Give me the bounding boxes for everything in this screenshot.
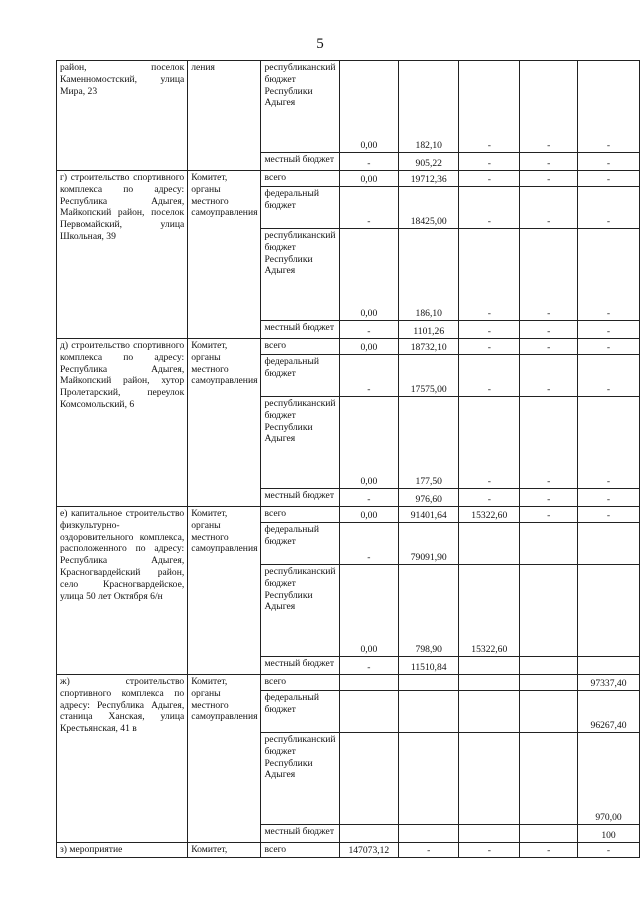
funding-source: федеральный бюджет [261,355,339,397]
amount-cell: 976,60 [399,489,459,507]
amount-cell: - [578,339,640,355]
amount-cell: 100 [578,825,640,843]
amount-cell: - [459,187,520,229]
amount-cell: - [459,355,520,397]
executor-cell: Комитет, [188,843,261,858]
amount-cell: 79091,90 [399,523,459,565]
table-row [57,339,640,355]
amount-cell [339,691,399,733]
amount-cell [520,675,578,691]
executor-cell: Комитет, органы местного самоуправления [188,339,261,507]
amount-cell: - [578,171,640,187]
amount-cell: 0,00 [339,61,399,153]
funding-source: республиканский бюджет Республики Адыгея [261,397,339,489]
measure-description: е) капитальное строительство физкультурно-оздоровительного комплекса, расположенного по адресу: Республика Адыгея, Красногвардейский район, село Красногвардейское, улица 50 лет Октября 6/н [57,507,188,675]
measure-description: ж) строительство спортивного комплекса по адресу: Республика Адыгея, станица Ханская, улица Крестьянская, 41 в [57,675,188,843]
funding-source: республиканский бюджет Республики Адыгея [261,229,339,321]
amount-cell: - [578,321,640,339]
amount-cell: 96267,40 [578,691,640,733]
amount-cell: - [578,61,640,153]
amount-cell: 0,00 [339,229,399,321]
amount-cell: 15322,60 [459,565,520,657]
measure-description: д) строительство спортивного комплекса по адресу: Республика Адыгея, Майкопский район, хутор Пролетарский, переулок Комсомольский, 6 [57,339,188,507]
amount-cell: 0,00 [339,397,399,489]
funding-source: местный бюджет [261,489,339,507]
amount-cell: 0,00 [339,339,399,355]
amount-cell: - [459,229,520,321]
amount-cell [399,733,459,825]
amount-cell: - [520,489,578,507]
amount-cell: 97337,40 [578,675,640,691]
funding-source: федеральный бюджет [261,523,339,565]
funding-source: федеральный бюджет [261,691,339,733]
amount-cell: - [520,339,578,355]
amount-cell [459,825,520,843]
amount-cell: - [399,843,459,858]
amount-cell [399,675,459,691]
funding-source: всего [261,507,339,523]
funding-source: республиканский бюджет Республики Адыгея [261,565,339,657]
amount-cell [520,523,578,565]
amount-cell [339,675,399,691]
table-row [57,675,640,691]
amount-cell: - [578,153,640,171]
table-row [57,843,640,858]
executor-cell: Комитет, органы местного самоуправления [188,171,261,339]
amount-cell [399,825,459,843]
amount-cell: - [578,507,640,523]
amount-cell [399,691,459,733]
amount-cell: - [339,355,399,397]
amount-cell: 18425,00 [399,187,459,229]
amount-cell: 182,10 [399,61,459,153]
amount-cell: 905,22 [399,153,459,171]
budget-table [56,60,640,858]
funding-source: местный бюджет [261,825,339,843]
amount-cell: - [520,153,578,171]
amount-cell: - [459,339,520,355]
amount-cell: - [520,507,578,523]
amount-cell: - [459,321,520,339]
amount-cell: - [459,171,520,187]
amount-cell: - [520,397,578,489]
amount-cell: 0,00 [339,507,399,523]
amount-cell: - [339,187,399,229]
amount-cell [459,691,520,733]
amount-cell: 798,90 [399,565,459,657]
amount-cell: - [459,153,520,171]
amount-cell: 0,00 [339,171,399,187]
amount-cell [339,825,399,843]
amount-cell: 19712,36 [399,171,459,187]
amount-cell [520,657,578,675]
table-row [57,171,640,187]
page-number: 5 [316,36,324,52]
funding-source: местный бюджет [261,321,339,339]
executor-cell: Комитет, органы местного самоуправления [188,507,261,675]
amount-cell: - [339,321,399,339]
table-row [57,61,640,153]
amount-cell [459,657,520,675]
amount-cell [459,733,520,825]
amount-cell: - [339,657,399,675]
amount-cell: - [339,153,399,171]
funding-source: всего [261,843,339,858]
amount-cell: - [578,397,640,489]
funding-source: всего [261,339,339,355]
amount-cell: - [578,489,640,507]
table-row [57,507,640,523]
amount-cell: - [520,187,578,229]
amount-cell [520,733,578,825]
funding-source: местный бюджет [261,153,339,171]
amount-cell [520,825,578,843]
amount-cell: - [520,321,578,339]
amount-cell: 17575,00 [399,355,459,397]
amount-cell [578,565,640,657]
amount-cell: - [459,397,520,489]
amount-cell: 186,10 [399,229,459,321]
amount-cell [520,691,578,733]
amount-cell: - [578,355,640,397]
amount-cell: - [578,187,640,229]
funding-source: федеральный бюджет [261,187,339,229]
amount-cell: 1101,26 [399,321,459,339]
amount-cell: - [520,843,578,858]
amount-cell: - [520,229,578,321]
funding-source: республиканский бюджет Республики Адыгея [261,733,339,825]
amount-cell: 91401,64 [399,507,459,523]
amount-cell: - [578,229,640,321]
funding-source: всего [261,171,339,187]
funding-source: республиканский бюджет Республики Адыгея [261,61,339,153]
funding-source: местный бюджет [261,657,339,675]
funding-source: всего [261,675,339,691]
amount-cell: 147073,12 [339,843,399,858]
amount-cell: 0,00 [339,565,399,657]
amount-cell: - [459,843,520,858]
measure-description: г) строительство спортивного комплекса по адресу: Республика Адыгея, Майкопский район, поселок Первомайский, улица Школьная, 39 [57,171,188,339]
executor-cell: Комитет, органы местного самоуправления [188,675,261,843]
measure-description: район, поселок Каменномостский, улица Мира, 23 [57,61,188,171]
amount-cell: - [339,489,399,507]
amount-cell: - [578,843,640,858]
amount-cell [459,675,520,691]
amount-cell [339,733,399,825]
amount-cell: - [459,489,520,507]
amount-cell: - [520,355,578,397]
amount-cell: 18732,10 [399,339,459,355]
measure-description: з) мероприятие [57,843,188,858]
amount-cell: - [339,523,399,565]
amount-cell: 177,50 [399,397,459,489]
amount-cell [459,523,520,565]
amount-cell [578,523,640,565]
amount-cell: 970,00 [578,733,640,825]
amount-cell [520,565,578,657]
amount-cell: - [459,61,520,153]
executor-cell: ления [188,61,261,171]
amount-cell: 15322,60 [459,507,520,523]
amount-cell: - [520,61,578,153]
amount-cell: 11510,84 [399,657,459,675]
amount-cell [578,657,640,675]
amount-cell: - [520,171,578,187]
